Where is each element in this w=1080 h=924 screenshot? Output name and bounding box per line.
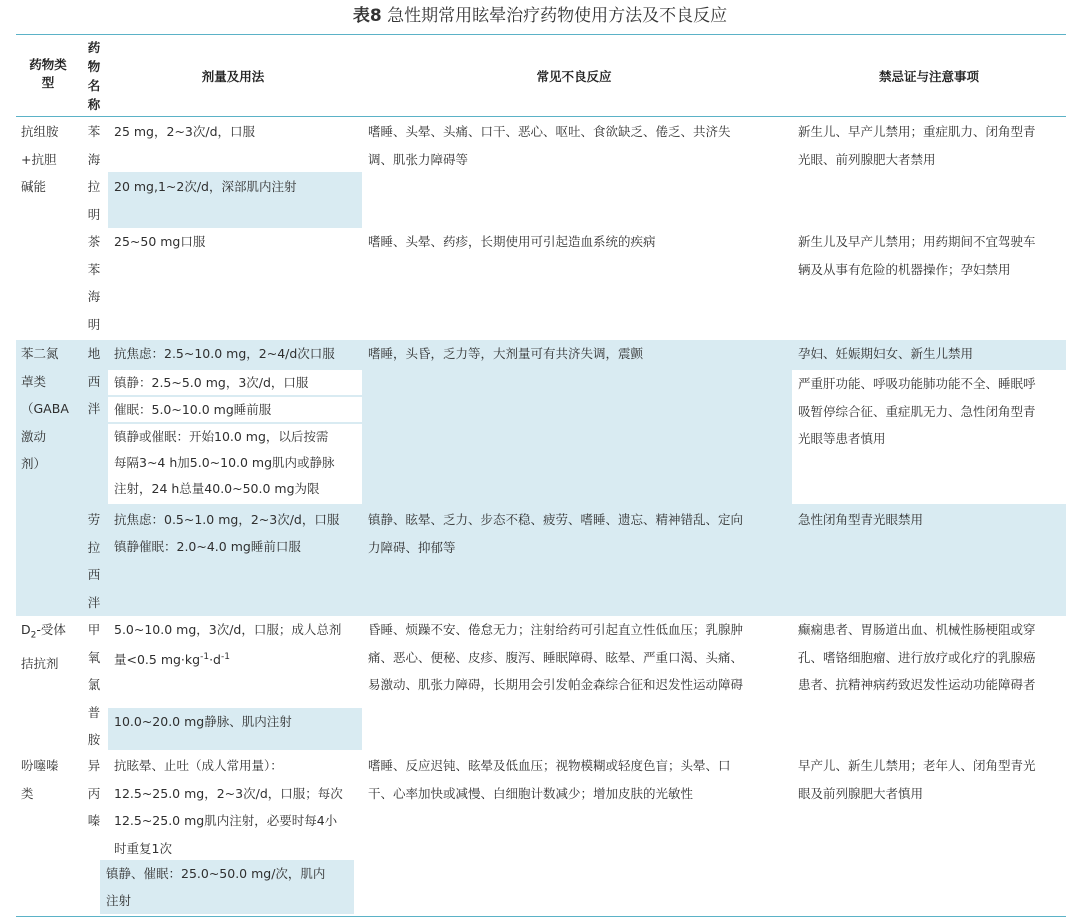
table-title-text: 急性期常用眩晕治疗药物使用方法及不良反应 — [387, 6, 728, 26]
drug-dimenhydrinate: 茶 苯 海 明 — [87, 234, 101, 332]
drug-lorazepam: 劳 拉 西 泮 — [87, 512, 101, 610]
dose-dimenhydrinate: 25~50 mg口服 — [114, 234, 206, 249]
category-d2-suffix: -受体 拮抗剂 — [21, 622, 66, 671]
dose-diphenhydramine-injection: 20 mg,1~2次/d，深部肌内注射 — [108, 172, 362, 228]
category-antihistamine: 抗组胺 +抗胆 碱能 — [21, 124, 59, 194]
category-d2-antagonist — [17, 616, 79, 678]
dose-metoclopramide-sup1: -1 — [200, 651, 210, 662]
dose-metoclopramide-oral — [108, 616, 358, 673]
table-title — [0, 4, 1080, 28]
drug-metoclopramide: 甲 氧 氯 普 胺 — [87, 622, 101, 747]
table-number: 表8 — [352, 6, 382, 26]
dose-promethazine-antivertigo: 抗眩晕、止吐（成人常用量）： 12.5~25.0 mg，2~3次/d，口服；每次 12.5~25.0 mg肌内注射，必要时每4小 时重复1次 — [114, 758, 343, 856]
category-benzodiazepine: 苯二氮 䓬类 （GABA 激动 剂） — [21, 346, 69, 471]
dose-diphenhydramine-oral: 25 mg，2~3次/d，口服 — [114, 124, 256, 139]
ae-dimenhydrinate: 嗜睡、头晕、药疹，长期使用可引起造血系统的疾病 — [368, 234, 656, 249]
dose-metoclopramide-sup2: -1 — [221, 651, 230, 662]
ci-lorazepam: 急性闭角型青光眼禁用 — [798, 512, 924, 527]
drug-promethazine: 异 丙 嗪 — [87, 758, 101, 828]
ae-diphenhydramine: 嗜睡、头晕、头痛、口干、恶心、呕吐、食欲缺乏、倦乏、共济失 调、肌张力障碍等 — [368, 124, 731, 167]
ae-promethazine: 嗜睡、反应迟钝、眩晕及低血压；视物模糊或轻度色盲；头晕、口 干、心率加快或减慢、白细胞计数减少；增加皮肤的光敏性 — [368, 758, 731, 801]
dose-diazepam-anxiety: 抗焦虑：2.5~10.0 mg，2~4/d次口服 — [114, 346, 335, 361]
bottom-rule — [16, 916, 1066, 917]
dose-lorazepam-hypnotic: 镇静催眠：2.0~4.0 mg睡前口服 — [114, 539, 301, 554]
dose-lorazepam-anxiety: 抗焦虑：0.5~1.0 mg，2~3次/d，口服 — [114, 512, 340, 527]
ci-promethazine: 早产儿、新生儿禁用；老年人、闭角型青光 眼及前列腺肥大者慎用 — [798, 758, 1036, 801]
dose-diazepam-hypnotic: 催眠：5.0~10.0 mg睡前服 — [108, 397, 362, 422]
top-rule — [16, 34, 1066, 35]
header-dose: 剂量及用法 — [201, 69, 265, 84]
category-d2-prefix: D — [21, 622, 31, 637]
dose-metoclopramide-line1: 5.0~10.0 mg，3次/d，口服；成人总剂 — [114, 622, 342, 637]
category-d2-subscript: 2 — [30, 630, 37, 641]
ae-lorazepam: 镇静、眩晕、乏力、步态不稳、疲劳、嗜睡、遗忘、精神错乱、定向 力障碍、抑郁等 — [368, 512, 744, 555]
header-ci: 禁忌证与注意事项 — [878, 69, 979, 84]
dose-diazepam-injection: 镇静或催眠：开始10.0 mg，以后按需 每隔3~4 h加5.0~10.0 mg肌内或静脉 注射，24 h总量40.0~50.0 mg为限 — [108, 424, 362, 504]
category-phenothiazine: 吩噻嗪 类 — [21, 758, 59, 801]
ci-diazepam-contra: 孕妇、妊娠期妇女、新生儿禁用 — [798, 346, 974, 361]
header-category: 药物类 型 — [29, 57, 67, 90]
header-ae: 常见不良反应 — [536, 69, 612, 84]
ae-metoclopramide: 昏睡、烦躁不安、倦怠无力；注射给药可引起直立性低血压；乳腺肿 痛、恶心、便秘、皮疹、腹泻、睡眠障碍、眩晕、严重口渴、头痛、 易激动、肌张力障碍，长期用会引发帕金森综合征和迟发性运动障碍 — [368, 622, 744, 692]
drug-diazepam: 地 西 泮 — [87, 346, 101, 416]
ci-metoclopramide: 癫痫患者、胃肠道出血、机械性肠梗阻或穿 孔、嗜铬细胞瘤、进行放疗或化疗的乳腺癌 患者、抗精神病药致迟发性运动功能障碍者 — [798, 622, 1036, 692]
dose-promethazine-sedation: 镇静、催眠：25.0~50.0 mg/次，肌内 注射 — [100, 860, 354, 914]
ci-dimenhydrinate: 新生儿及早产儿禁用；用药期间不宜驾驶车 辆及从事有危险的机器操作；孕妇禁用 — [798, 234, 1036, 277]
ae-diazepam: 嗜睡，头昏，乏力等，大剂量可有共济失调，震颤 — [368, 346, 644, 361]
dose-metoclopramide-per-day: ·d — [209, 651, 221, 667]
header-rule — [16, 116, 1066, 117]
dose-metoclopramide-injection: 10.0~20.0 mg静脉、肌内注射 — [108, 708, 362, 750]
ci-diphenhydramine: 新生儿、早产儿禁用；重症肌力、闭角型青 光眼、前列腺肥大者禁用 — [798, 124, 1036, 167]
dose-diazepam-sedation: 镇静：2.5~5.0 mg，3次/d，口服 — [108, 370, 362, 395]
dose-metoclopramide-line2: 量<0.5 mg·kg — [114, 651, 201, 667]
ci-diazepam-caution: 严重肝功能、呼吸功能肺功能不全、睡眠呼 吸暂停综合征、重症肌无力、急性闭角型青 光眼等患者慎用 — [792, 370, 1066, 504]
header-drug: 药 物 名 称 — [87, 40, 101, 112]
drug-diphenhydramine: 苯 海 拉 明 — [87, 124, 101, 222]
